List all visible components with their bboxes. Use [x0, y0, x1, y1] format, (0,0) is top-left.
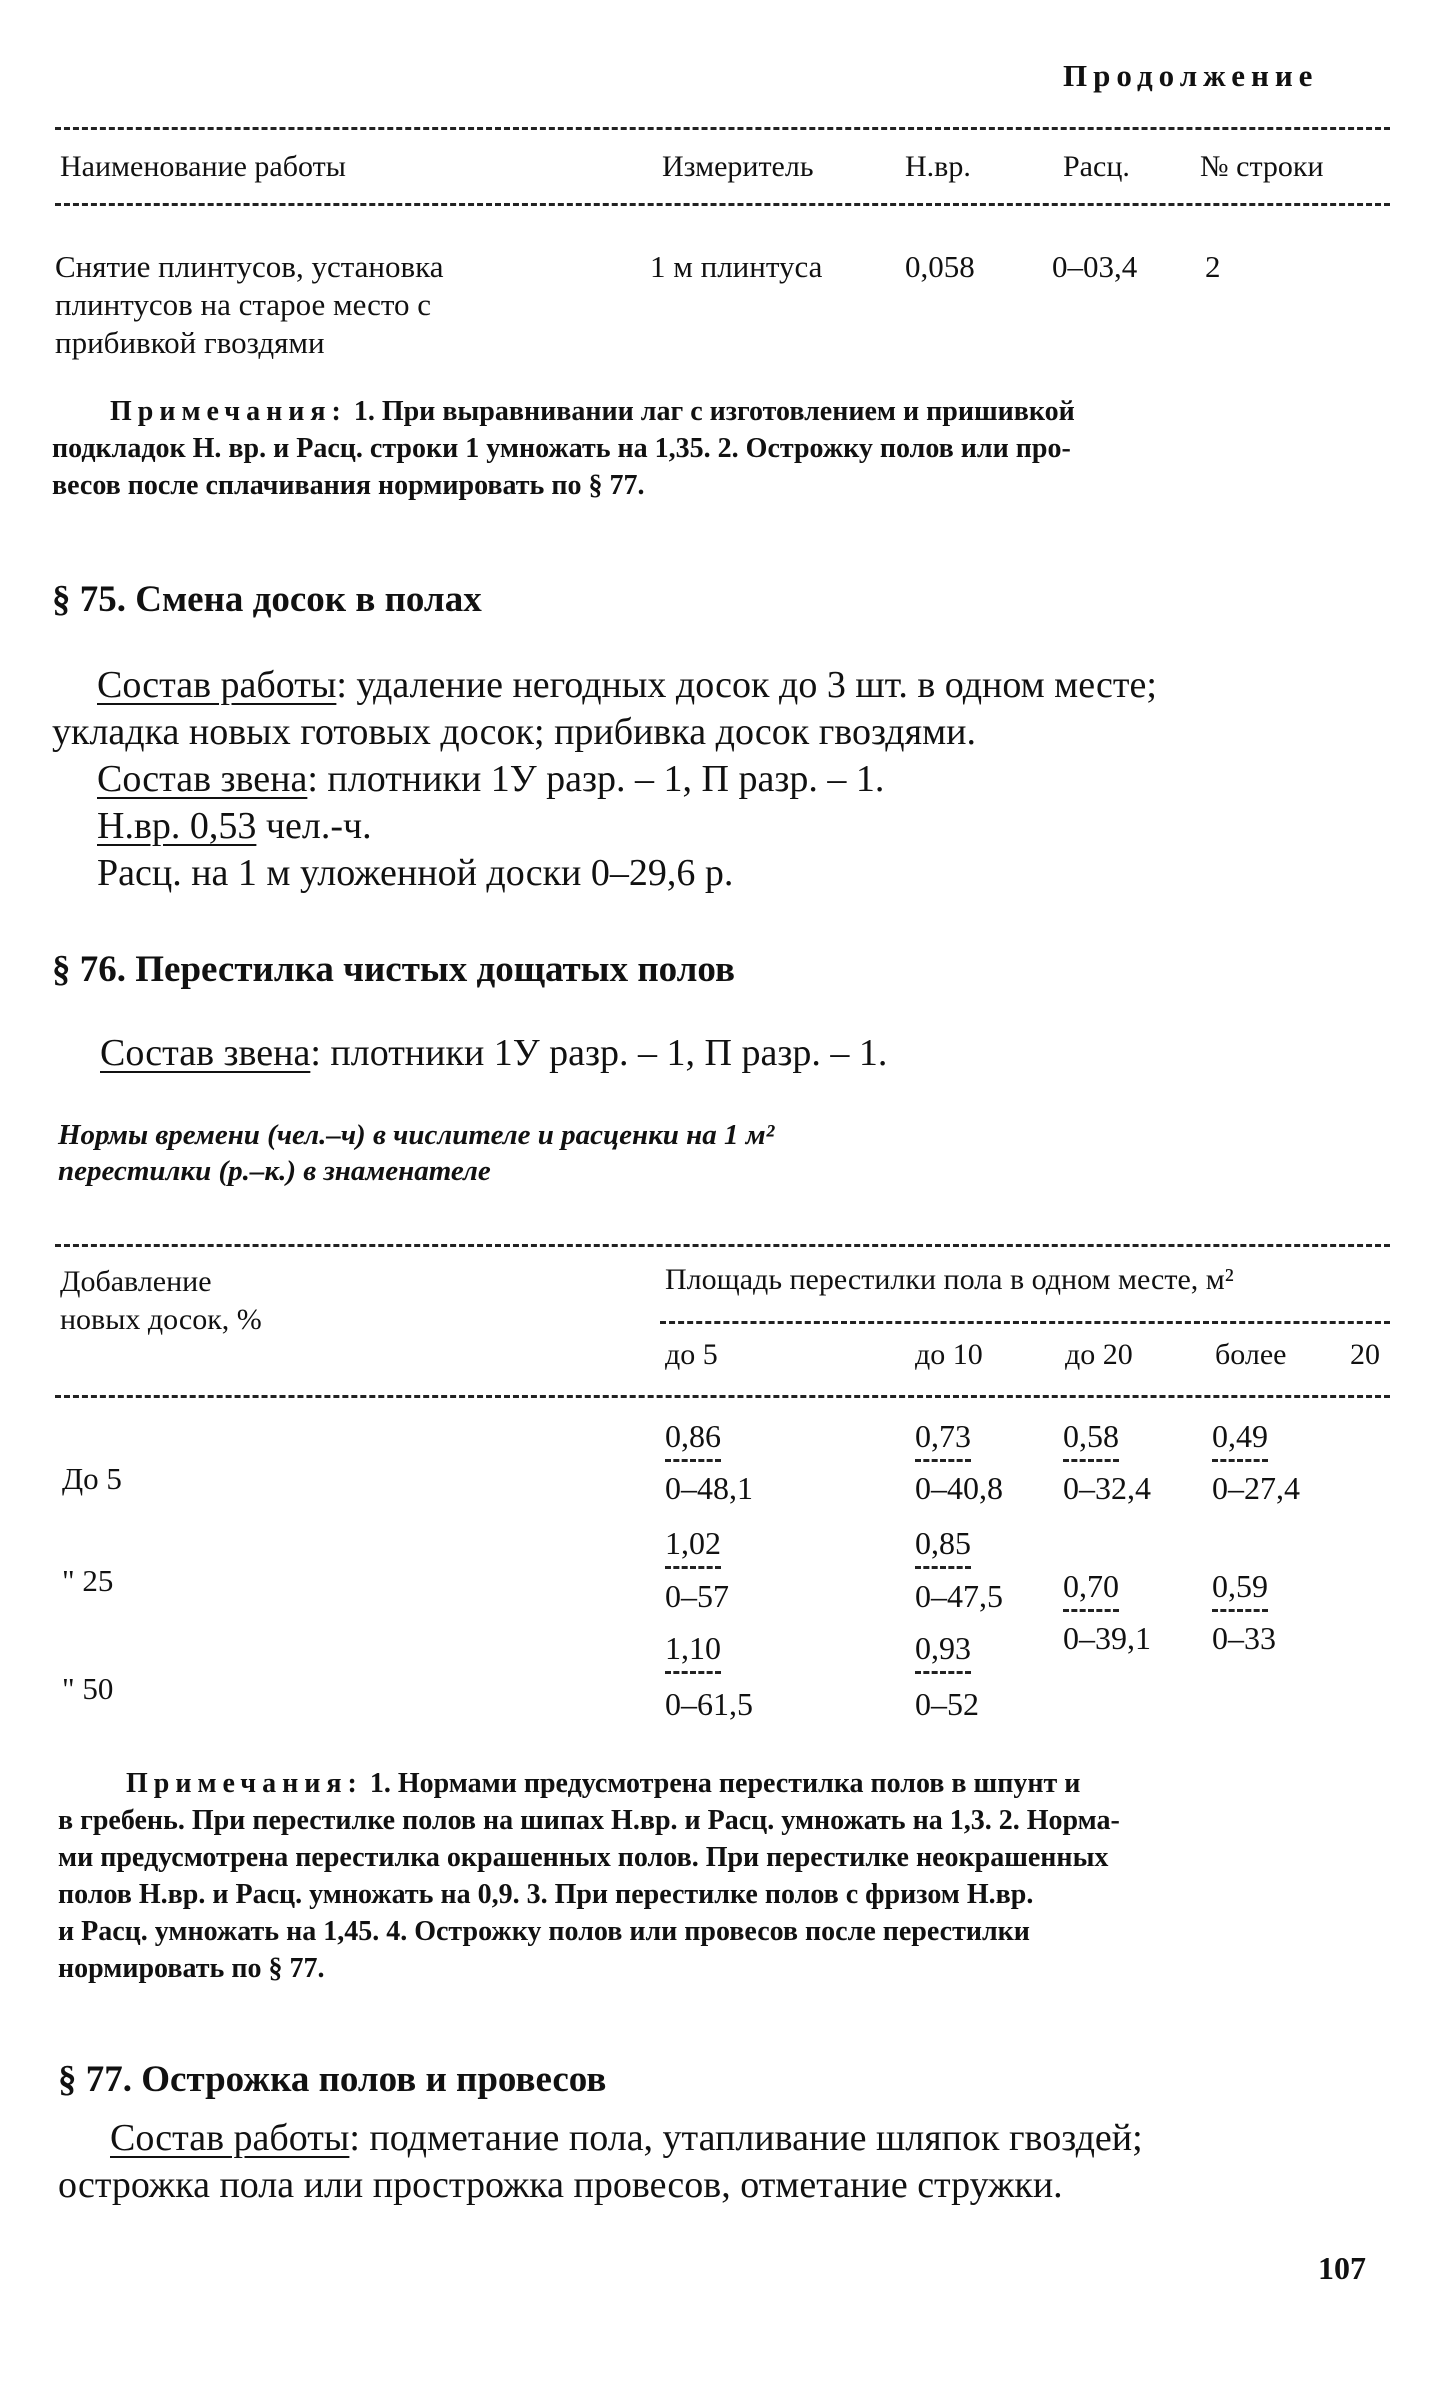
table2-cell-norm: 1,10 — [665, 1630, 721, 1674]
table2-subheader-1: до 5 — [665, 1338, 718, 1371]
table1-header-rule — [55, 203, 1390, 206]
table2-subheader-2: до 10 — [915, 1338, 983, 1371]
note2-line: ми предусмотрена перестилка окрашенных полов. При перестилке неокрашенных — [58, 1842, 1109, 1873]
table2-row-label: " 50 — [62, 1671, 114, 1706]
table2-cell-rate: 0–40,8 — [915, 1470, 1003, 1506]
section-77-title: § 77. Острожка полов и провесов — [58, 2059, 607, 2100]
table2-col1-header: Добавление новых досок, % — [60, 1265, 262, 1336]
table2-cell-rate: 0–47,5 — [915, 1578, 1003, 1614]
note2-label: Примечания: — [126, 1768, 363, 1799]
table1-top-rule — [55, 127, 1390, 130]
table1-row-name — [55, 248, 443, 362]
continuation-label: Продолжение — [1063, 58, 1319, 93]
table2-cell-norm: 0,70 — [1063, 1568, 1119, 1612]
s75-work-label: Состав работы — [97, 664, 337, 706]
note2-line: полов Н.вр. и Расц. умножать на 0,9. 3. При перестилке полов с фризом Н.вр. — [58, 1879, 1034, 1910]
table1-row-unit: 1 м плинтуса — [650, 249, 823, 284]
table2-cell-rate: 0–27,4 — [1212, 1470, 1300, 1506]
table2-cell-norm: 0,93 — [915, 1630, 971, 1674]
s76-crew-label: Состав звена — [100, 1032, 311, 1074]
s75-nvr-label: Н.вр. 0,53 — [97, 805, 257, 847]
s76-table-caption — [58, 1117, 774, 1189]
table2-subheader-5: 20 — [1350, 1338, 1380, 1371]
section-75-body — [52, 662, 1157, 897]
s75-work-line: Состав работы: удаление негодных досок до 3 шт. в одном месте; — [97, 664, 1157, 706]
s77-work-label: Состав работы — [110, 2117, 350, 2159]
table1-header-rate: Расц. — [1063, 150, 1130, 183]
table2-row-label: " 25 — [62, 1563, 114, 1598]
s77-work-line-2: острожка пола или прострожка провесов, отметание стружки. — [58, 2164, 1063, 2206]
table2-cell-norm: 0,58 — [1063, 1418, 1119, 1462]
table2-cell-rate: 0–57 — [665, 1578, 729, 1614]
table1-row-line: 2 — [1205, 249, 1221, 284]
table1-header-name: Наименование работы — [60, 150, 346, 183]
s75-nvr-line: Н.вр. 0,53 чел.-ч. — [97, 805, 372, 847]
note2-line: и Расц. умножать на 1,45. 4. Острожку полов или провесов после перестилки — [58, 1916, 1030, 1947]
table2-cell-norm: 0,59 — [1212, 1568, 1268, 1612]
table2-subheader-3: до 20 — [1065, 1338, 1133, 1371]
table1-row-name-line: Снятие плинтусов, установка — [55, 249, 444, 284]
table2-row-label: До 5 — [62, 1461, 122, 1496]
table1-row-name-line: прибивкой гвоздями — [55, 325, 325, 360]
note2-line: в гребень. При перестилке полов на шипах Н.вр. и Расц. умножать на 1,3. 2. Норма- — [58, 1805, 1120, 1836]
table2-span-header: Площадь перестилки пола в одном месте, м² — [665, 1263, 1234, 1296]
table2-cell-rate: 0–33 — [1212, 1620, 1276, 1656]
s75-work-line-2: укладка новых готовых досок; прибивка досок гвоздями. — [52, 711, 977, 753]
table1-row-nvr: 0,058 — [905, 249, 975, 284]
note1 — [52, 393, 1075, 504]
note2 — [58, 1765, 1120, 1987]
s76-caption-line: перестилки (р.–к.) в знаменателе — [58, 1155, 491, 1187]
section-77-body — [58, 2115, 1143, 2209]
table2-cell-norm: 0,73 — [915, 1418, 971, 1462]
table2-header-rule — [55, 1395, 1390, 1398]
table1-header-nvr: Н.вр. — [905, 150, 971, 183]
section-76-title: § 76. Перестилка чистых дощатых полов — [52, 949, 735, 990]
note1-line: подкладок Н. вр. и Расц. строки 1 умножать на 1,35. 2. Острожку полов или про- — [52, 433, 1071, 464]
note1-line: Примечания: 1. При выравнивании лаг с изготовлением и пришивкой — [110, 396, 1075, 427]
s76-crew-line: Состав звена: плотники 1У разр. – 1, П разр. – 1. — [100, 1032, 888, 1074]
section-75-title: § 75. Смена досок в полах — [52, 579, 482, 620]
table1-row-name-line: плинтусов на старое место с — [55, 287, 432, 322]
table2-cell-norm: 0,86 — [665, 1418, 721, 1462]
table1-row-rate: 0–03,4 — [1052, 249, 1138, 284]
note1-label: Примечания: — [110, 396, 347, 427]
note1-line: весов после сплачивания нормировать по § 77. — [52, 470, 645, 501]
table2-cell-rate: 0–48,1 — [665, 1470, 753, 1506]
page-number: 107 — [1318, 2250, 1366, 2286]
table2-cell-rate: 0–32,4 — [1063, 1470, 1151, 1506]
s75-crew-label: Состав звена — [97, 758, 308, 800]
table2-cell-rate: 0–61,5 — [665, 1686, 753, 1722]
table2-span-rule — [660, 1321, 1390, 1324]
table2-cell-rate: 0–52 — [915, 1686, 979, 1722]
s77-work-line: Состав работы: подметание пола, утапливание шляпок гвоздей; — [110, 2117, 1143, 2159]
note2-line: Примечания: 1. Нормами предусмотрена перестилка полов в шпунт и — [126, 1768, 1081, 1799]
table1-header-unit: Измеритель — [662, 150, 814, 183]
table2-cell-norm: 0,49 — [1212, 1418, 1268, 1462]
table2-cell-norm: 1,02 — [665, 1525, 721, 1569]
s76-caption-line: Нормы времени (чел.–ч) в числителе и расценки на 1 м² — [58, 1119, 775, 1151]
table2-subheader-4: более — [1215, 1338, 1287, 1371]
s75-crew-line: Состав звена: плотники 1У разр. – 1, П разр. – 1. — [97, 758, 885, 800]
table2-cell-norm: 0,85 — [915, 1525, 971, 1569]
table1-header-line: № строки — [1200, 150, 1324, 183]
table2-cell-rate: 0–39,1 — [1063, 1620, 1151, 1656]
s75-rate-line: Расц. на 1 м уложенной доски 0–29,6 р. — [97, 852, 734, 894]
table2-top-rule — [55, 1244, 1390, 1247]
note2-line: нормировать по § 77. — [58, 1953, 325, 1984]
